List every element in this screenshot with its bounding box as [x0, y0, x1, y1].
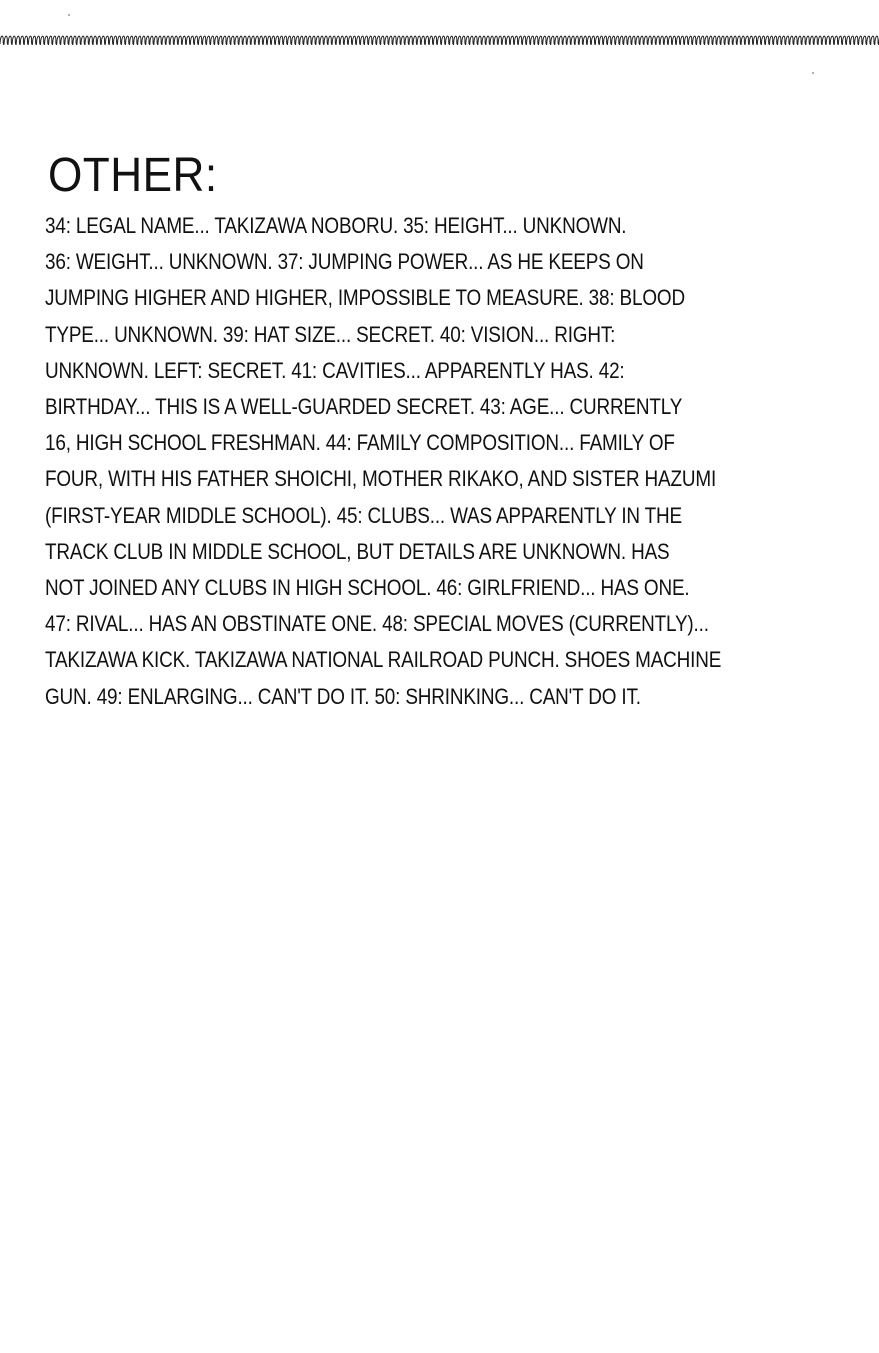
profile-text-block	[45, 208, 857, 715]
text-line: NOT JOINED ANY CLUBS IN HIGH SCHOOL. 46: GIRLFRIEND... HAS ONE.	[45, 575, 690, 601]
text-line: 16, HIGH SCHOOL FRESHMAN. 44: FAMILY COMPOSITION... FAMILY OF	[45, 430, 675, 456]
text-line: FOUR, WITH HIS FATHER SHOICHI, MOTHER RIKAKO, AND SISTER HAZUMI	[45, 466, 717, 492]
text-line: TYPE... UNKNOWN. 39: HAT SIZE... SECRET. 40: VISION... RIGHT:	[45, 321, 616, 347]
text-line: 34: LEGAL NAME... TAKIZAWA NOBORU. 35: HEIGHT... UNKNOWN.	[45, 213, 627, 238]
section-heading: OTHER:	[48, 149, 218, 202]
text-line: BIRTHDAY... THIS IS A WELL-GUARDED SECRET. 43: AGE... CURRENTLY	[45, 394, 683, 420]
text-line: GUN. 49: ENLARGING... CAN'T DO IT. 50: SHRINKING... CAN'T DO IT.	[45, 683, 641, 709]
text-line: 47: RIVAL... HAS AN OBSTINATE ONE. 48: SPECIAL MOVES (CURRENTLY)...	[45, 611, 709, 637]
paper-speck	[68, 14, 70, 16]
text-line: 36: WEIGHT... UNKNOWN. 37: JUMPING POWER... AS HE KEEPS ON	[45, 249, 644, 275]
border-loops	[0, 36, 879, 44]
text-line: JUMPING HIGHER AND HIGHER, IMPOSSIBLE TO MEASURE. 38: BLOOD	[45, 285, 685, 311]
paper-speck	[812, 72, 814, 74]
text-line: UNKNOWN. LEFT: SECRET. 41: CAVITIES... APPARENTLY HAS. 42:	[45, 357, 625, 383]
scalloped-top-border	[0, 32, 879, 48]
text-line: (FIRST-YEAR MIDDLE SCHOOL). 45: CLUBS... WAS APPARENTLY IN THE	[45, 502, 682, 528]
text-line: TRACK CLUB IN MIDDLE SCHOOL, BUT DETAILS ARE UNKNOWN. HAS	[45, 538, 670, 564]
text-line: TAKIZAWA KICK. TAKIZAWA NATIONAL RAILROAD PUNCH. SHOES MACHINE	[45, 647, 722, 673]
